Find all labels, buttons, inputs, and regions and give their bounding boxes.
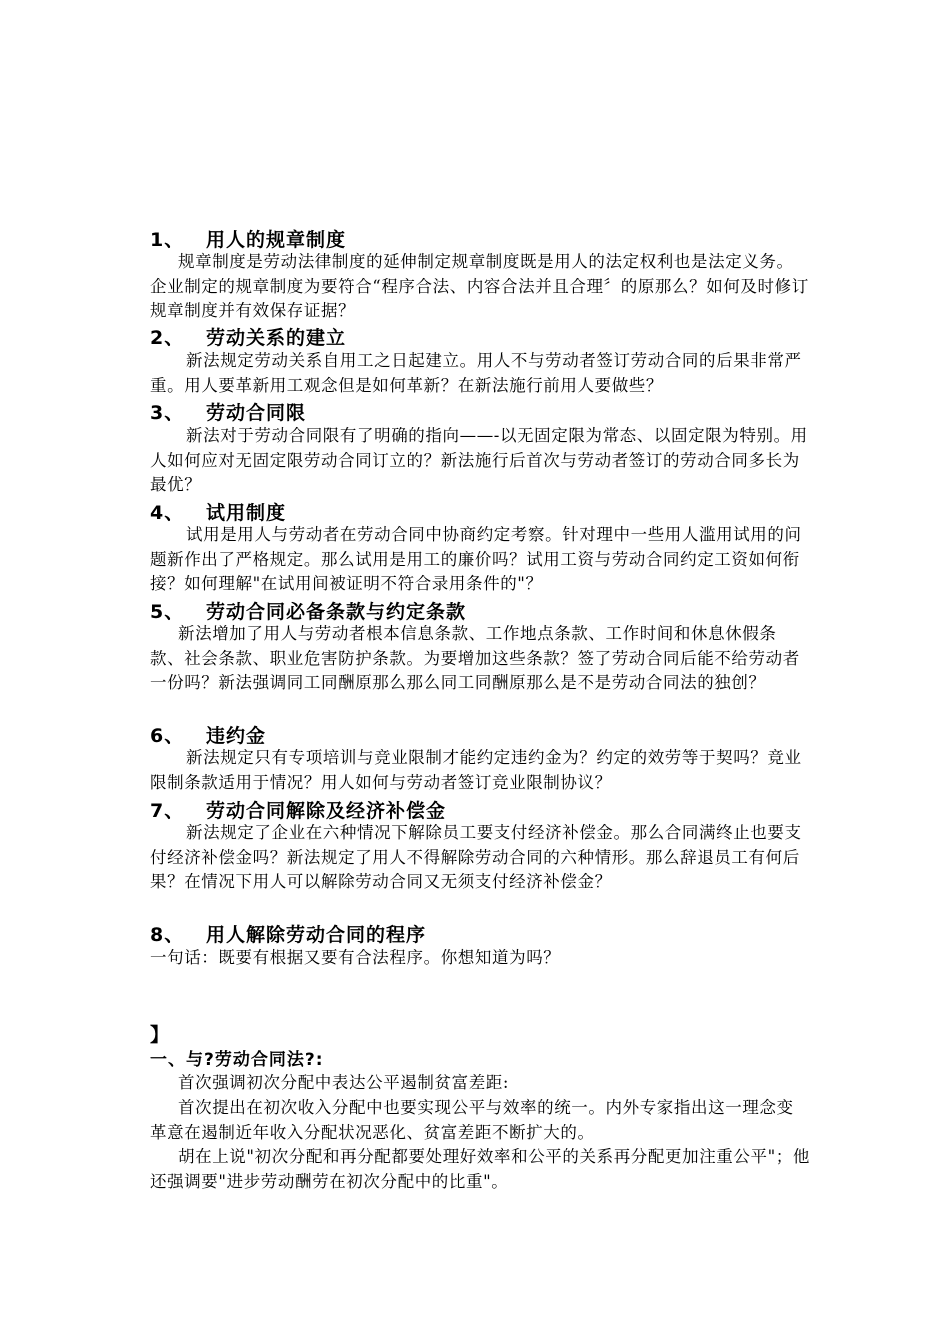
part-one-paragraph-1: 首次强调初次分配中表达公平遏制贫富差距: <box>178 1073 510 1092</box>
section-8-title: 用人解除劳动合同的程序 <box>206 924 427 946</box>
section-6-title: 违约金 <box>206 725 267 747</box>
section-2-body: 新法规定劳动关系自用工之日起建立。用人不与劳动者签订劳动合同的后果非常严重。用人要革新用工观念但是如何革新？在新法施行前用人要做些？ <box>150 351 802 395</box>
section-5-heading <box>150 597 466 624</box>
section-2-heading <box>150 323 346 350</box>
section-4-body: 试用是用人与劳动者在劳动合同中协商约定考察。针对理中一些用人滥用试用的问题新作出了严格规定。那么试用是用工的廉价吗？试用工资与劳动合同约定工资如何衔接？如何理解"在试用间被证明不符合录用条件的"？ <box>150 525 802 593</box>
section-2-title: 劳动关系的建立 <box>206 327 347 349</box>
section-7-number: 7、 <box>150 800 185 822</box>
section-8-body: 一句话：既要有根据又要有合法程序。你想知道为吗？ <box>150 948 561 967</box>
part-one-paragraph-3: 胡在上说"初次分配和再分配都要处理好效率和公平的关系再分配更加注重公平"；他还强调要"进步劳动酬劳在初次分配中的比重"。 <box>150 1147 810 1191</box>
section-1-number: 1、 <box>150 229 185 251</box>
section-3-number: 3、 <box>150 402 185 424</box>
section-2-number: 2、 <box>150 327 185 349</box>
section-1-heading <box>150 225 346 252</box>
section-5-number: 5、 <box>150 601 185 623</box>
section-7-heading <box>150 796 446 823</box>
section-3-title: 劳动合同限 <box>206 402 307 424</box>
section-4-title: 试用制度 <box>206 502 287 524</box>
section-1-title: 用人的规章制度 <box>206 229 347 251</box>
bracket-mark: 】 <box>150 1024 171 1046</box>
section-8-heading <box>150 920 426 947</box>
part-one-heading: 一、与?劳动合同法?: <box>150 1050 324 1070</box>
section-4-heading <box>150 498 286 525</box>
section-7-title: 劳动合同解除及经济补偿金 <box>206 800 447 822</box>
section-5-title: 劳动合同必备条款与约定条款 <box>206 601 467 623</box>
section-3-body: 新法对于劳动合同限有了明确的指向——-以无固定限为常态、以固定限为特别。用人如何应对无固定限劳动合同订立的？新法施行后首次与劳动者签订的劳动合同多长为最优？ <box>150 426 808 494</box>
section-6-heading <box>150 721 266 748</box>
section-8-number: 8、 <box>150 924 185 946</box>
section-3-heading <box>150 398 306 425</box>
section-5-body: 新法增加了用人与劳动者根本信息条款、工作地点条款、工作时间和休息休假条款、社会条款、职业危害防护条款。为要增加这些条款？签了劳动合同后能不给劳动者一份吗？新法强调同工同酬原那么那么同工同酬原那么是不是劳动合同法的独创？ <box>150 624 800 692</box>
section-4-number: 4、 <box>150 502 185 524</box>
section-6-body: 新法规定只有专项培训与竞业限制才能约定违约金为？约定的效劳等于契吗？竞业限制条款适用于情况？用人如何与劳动者签订竞业限制协议？ <box>150 748 802 792</box>
part-one-paragraph-2: 首次提出在初次收入分配中也要实现公平与效率的统一。内外专家指出这一理念变革意在遏制近年收入分配状况恶化、贫富差距不断扩大的。 <box>150 1098 794 1142</box>
section-1-body: 规章制度是劳动法律制度的延伸制定规章制度既是用人的法定权利也是法定义务。企业制定的规章制度为要符合“程序合法、内容合法并且合理〞的原那么？如何及时修订规章制度并有效保存证据？ <box>150 252 809 320</box>
section-7-body: 新法规定了企业在六种情况下解除员工要支付经济补偿金。那么合同满终止也要支付经济补偿金吗？新法规定了用人不得解除劳动合同的六种情形。那么辞退员工有何后果？在情况下用人可以解除劳动合同又无须支付经济补偿金？ <box>150 823 802 891</box>
section-6-number: 6、 <box>150 725 185 747</box>
